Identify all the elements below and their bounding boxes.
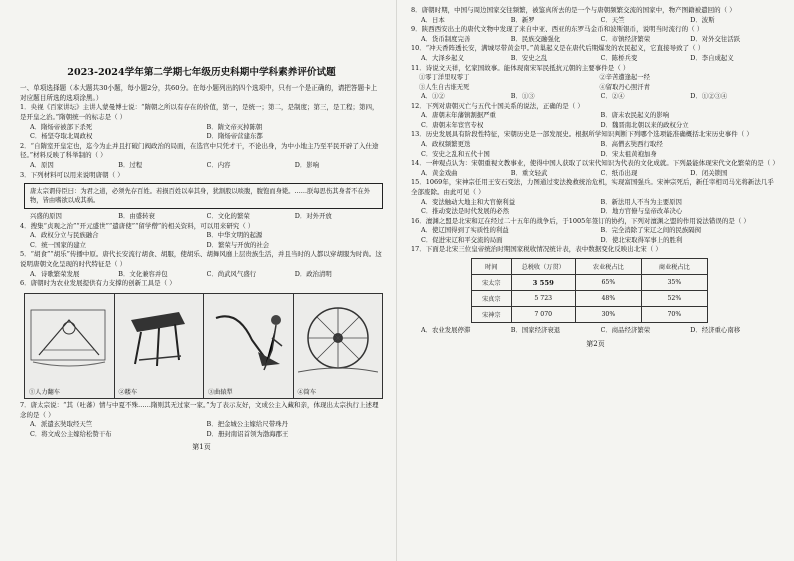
option-a: A．政权频繁更迭 [421,140,471,149]
question-stem: 8．唐朝时期，中国与周边国家交往频繁，被鉴真所去的是一个与唐朝频繁交流的国家中，物产图籍被遣回的（ ） [411,6,736,14]
option-b: B．把金城公主嫁给尺带珠丹 [206,420,288,429]
option-a: A．黄金戏曲 [421,168,458,177]
table-cell: 宋真宗 [472,291,512,307]
table-header: 商业税占比 [641,259,707,275]
question-stem: 14．一种观点认为：宋朝重视文教事业，使得中国人获取了以宋代知识为代表的文化成就。下列最能体现宋代文化繁荣的是（ ） [411,159,779,168]
option-c: C．统一国家的建立 [30,240,87,249]
question-10 [411,44,780,63]
question-15 [411,178,780,216]
question-4 [20,222,383,251]
table-cell: 7 070 [511,307,575,323]
table-cell: 3 559 [511,275,575,291]
question-14 [411,159,780,178]
exam-title: 2023-2024学年第二学期七年级历史科期中学科素养评价试题 [67,67,336,78]
option-c: C．文化的繁荣 [206,212,250,221]
option-b: B．中华文明的起源 [206,231,263,240]
question-stem: 17．下面是北宋三位皇帝统治时期国家税收情况统计表，表中数据变化反映出北宋（ ） [411,245,662,254]
table-row [472,307,708,323]
option-b: B．高僧玄奘西行取经 [600,140,663,149]
option-b: B．隋文帝灭掉陈朝 [206,122,263,131]
question-stem: 13．历史发展具有阶段性特征，宋朝历史是一部发展史。根据所学知识判断下列哪个选项能准确概括北宋历史事件（ ） [411,130,753,139]
tool-caption: ②耧车 [118,389,138,397]
tool-caption: ①人力翻车 [29,389,60,397]
tool-panel [204,294,294,398]
option-d: D．波斯 [690,15,715,24]
option-d: D．影响 [294,161,320,169]
question-7 [20,401,383,439]
question-stem: 16．澶渊之盟是北宋和辽在经过二十五年的战争后，于1005年签订的协约，下列对澶渊之盟的作用说法错误的是（ ） [411,216,750,225]
option-d: D．繁荣与开放的社会 [206,240,270,249]
option-b: B．国家经济衰退 [510,326,561,335]
question-3 [20,171,383,222]
option-b: B．过程 [118,161,143,169]
option-a: A．隋炀帝被部下杀死 [30,122,93,131]
question-11 [411,64,780,102]
option-c: C．促进宋辽和平交流的局面 [421,235,503,244]
question-6 [20,279,383,399]
table-cell: 30% [575,307,641,323]
option-c: C．尚武风气盛行 [206,269,257,278]
tax-table [471,258,708,323]
poem-line: ②辛苦遭逢起一经 [599,74,650,82]
option-b: B．新法用人不当为主要原因 [600,197,682,206]
question-stem: 12．下列对唐朝灭亡与五代十国关系的说法，正确的是（ ） [411,101,584,110]
option-a: 兴盛的原因 [30,212,62,221]
poem-lines [411,73,780,92]
poem-line: ③人生自古谁无死 [419,83,470,91]
option-d: D．①②③④ [690,92,728,101]
option-d: D．对外开放 [294,212,332,221]
question-stem: 2．“自隋室开皇定也，迄今为止并且打破门阀政治的局面，在选官中只凭才干，不论出身，为中小地主乃至平民开辟了入仕途径。”材料反映了科举制的（ ） [20,141,379,160]
option-c: C．安史之乱和五代十国 [421,149,490,158]
table-header: 农业税占比 [575,259,641,275]
option-a: A．原因 [30,161,54,169]
question-stem: 11．诗说文天祥，忆家国故事。能体现南宋军民抵抗元朝的主要事件是（ ） [411,63,630,72]
option-c: C．②④ [600,92,625,101]
option-c: C．唐朝末年宦官专权 [421,120,484,129]
option-b: B．完全消除了宋辽之间的民族隔阂 [600,226,702,235]
table-header-row [472,259,708,275]
material-box: 唐太宗谓侍臣曰：为君之道，必须先存百姓。若损百姓以奉其身，犹割股以啖腹，腹饱而身毙。……朕每思伤其身者不在外物，皆由嗜欲以成其祸。 [24,183,383,209]
question-stem: 6．唐朝时为农业发展提供有力支撑的创新工具是（ ） [20,279,176,288]
question-8 [411,6,780,25]
question-16 [411,217,780,246]
question-stem: 5．“胡食”“胡乐”传播中原。唐代长安流行胡食、胡服，使胡乐、胡舞风靡上层贵族生活，并且当时的人都以穿胡服为时尚。这说明唐朝文化呈现的时代特征是（ ） [20,250,382,269]
table-cell: 宋太宗 [472,275,512,291]
table-cell: 5 723 [511,291,575,307]
table-row [472,291,708,307]
option-a: A．唐朝末年藩镇割据严重 [421,111,496,120]
question-12 [411,102,780,131]
table-header: 时间 [472,259,512,275]
page-number: 第2页 [586,339,605,348]
option-b: B．重文轻武 [510,168,548,177]
question-1 [20,103,383,141]
poem-line: ①零丁洋里叹零丁 [419,74,470,82]
option-c: C．推动变法是时代发展的必然 [421,207,509,216]
question-17 [411,245,780,335]
waterwheel-pump-illustration [29,300,109,378]
question-9 [411,25,780,44]
table-cell: 35% [641,275,707,291]
table-cell: 52% [641,291,707,307]
question-2 [20,142,383,171]
option-a: A．日本 [421,15,445,24]
option-d: D．对外交往活跃 [690,34,741,43]
option-a: A．①② [421,92,445,101]
option-a: A．派遣玄奘取经天竺 [30,420,93,429]
table-cell: 65% [575,275,641,291]
question-5 [20,250,383,279]
option-a: A．农业发展停滞 [421,326,471,335]
tool-panel [294,294,383,398]
table-row [472,275,708,291]
option-d: D．隋炀帝营建东都 [206,132,263,141]
option-c: C．商品经济繁荣 [600,326,651,335]
option-a: A．大泽乡起义 [421,54,464,63]
question-stem: 10．“冲天香阵透长安，满城尽带黄金甲。”黄巢起义是在唐代后期爆发的农民起义，它直接导致了（ ） [411,44,705,53]
option-d: D．册封南诏首领为渤海郡王 [206,429,289,438]
tool-panel [25,294,115,398]
option-c: C．内容 [206,161,231,169]
question-stem: 4．搜集“贞观之治”“开元盛世”“遣唐使”“留学僧”的相关资料，可以用来研究（ ） [20,221,255,230]
option-c: C．市镇经济繁荣 [600,34,651,43]
option-d: D．使北宋取得军事上的胜利 [600,235,683,244]
poem-line: ④留取丹心照汗青 [599,83,650,91]
question-stem: 3．下列材料可以用来说明唐朝（ ） [20,170,124,179]
curved-plough-illustration [208,300,288,378]
option-c: C．天竺 [600,15,625,24]
option-b: B．民族交融强化 [510,34,561,43]
option-d: D．李自成起义 [690,54,734,63]
option-a: A．变法触动大地主和大官僚利益 [421,197,516,206]
option-d: D．宋太祖黄袍加身 [600,149,657,158]
question-stem: 9．陕西西安出土的唐代文物中发现了来自中亚、西亚的东罗马金币和波斯银币，说明当时流行的（ ） [411,25,704,34]
option-c: C．纸币出现 [600,168,638,177]
option-d: D．魏晋南北朝以来的政权分立 [600,120,689,129]
table-cell: 48% [575,291,641,307]
page-number: 第1页 [192,443,211,452]
option-d: D．政治清明 [294,269,332,278]
tool-panel [115,294,205,398]
option-a: A．诗歌繁荣发展 [30,269,80,278]
option-d: D．闭关锁国 [690,168,728,177]
question-13 [411,130,780,159]
option-c: C．杨坚夺取北周政权 [30,132,93,141]
question-stem: 15．1069年，宋神宗任用王安石变法，力图通过变法挽救统治危机，实现富国强兵。宋神宗死后，新任宰相司马光将新法几乎全部废除。由此可见（ ） [411,178,774,196]
question-stem: 7．唐太宗说：“其（吐蕃）情与中夏不殊……隋则其无过家一家。”为了表示友好，文成公主入藏和亲，体现出太宗执行上述理念的是（ ） [20,401,379,419]
option-b: B．文化兼容并包 [118,269,168,278]
tool-images [24,293,383,399]
option-a: A．货币制度完善 [421,34,471,43]
option-a: A．使辽国得到了实质性的利益 [421,226,509,235]
seed-drill-illustration [119,300,199,378]
option-a: A．政权分立与民族融合 [30,231,99,240]
page-right [397,0,794,561]
question-stem: 1．央视《百家讲坛》主讲人蒙曼博士说：“隋朝之所以有存在的价值，第一，是统一；第二，是制度；第三，是工程；第四，是开皇之治。”隋朝统一的标志是（ ） [20,103,379,121]
option-c: C．陈桥兵变 [600,54,638,63]
table-header: 总税收（万贯） [511,259,575,275]
option-b: B．安史之乱 [510,54,548,63]
tube-waterwheel-illustration [298,300,378,378]
section-heading: 一、单项选择题（本大题共30小题，每小题2分，共60分。在每小题列出的四个选项中，只有一个是正确的，请把答题卡上对应题目所选的选项涂黑。） [20,84,378,102]
table-cell: 宋神宗 [472,307,512,323]
option-c: C．将文成公主嫁给松赞干布 [30,429,112,438]
tool-caption: ④筒车 [297,389,317,397]
option-d: D．地方官僚与皇帝改革决心 [600,207,683,216]
option-b: B．新罗 [510,15,535,24]
option-b: B．唐末农民起义的影响 [600,111,670,120]
option-b: B．①③ [510,92,535,101]
option-b: B．由盛转衰 [118,212,155,221]
option-d: D．经济重心南移 [690,326,741,335]
tool-caption: ③曲辕犁 [208,389,233,397]
table-cell: 70% [641,307,707,323]
